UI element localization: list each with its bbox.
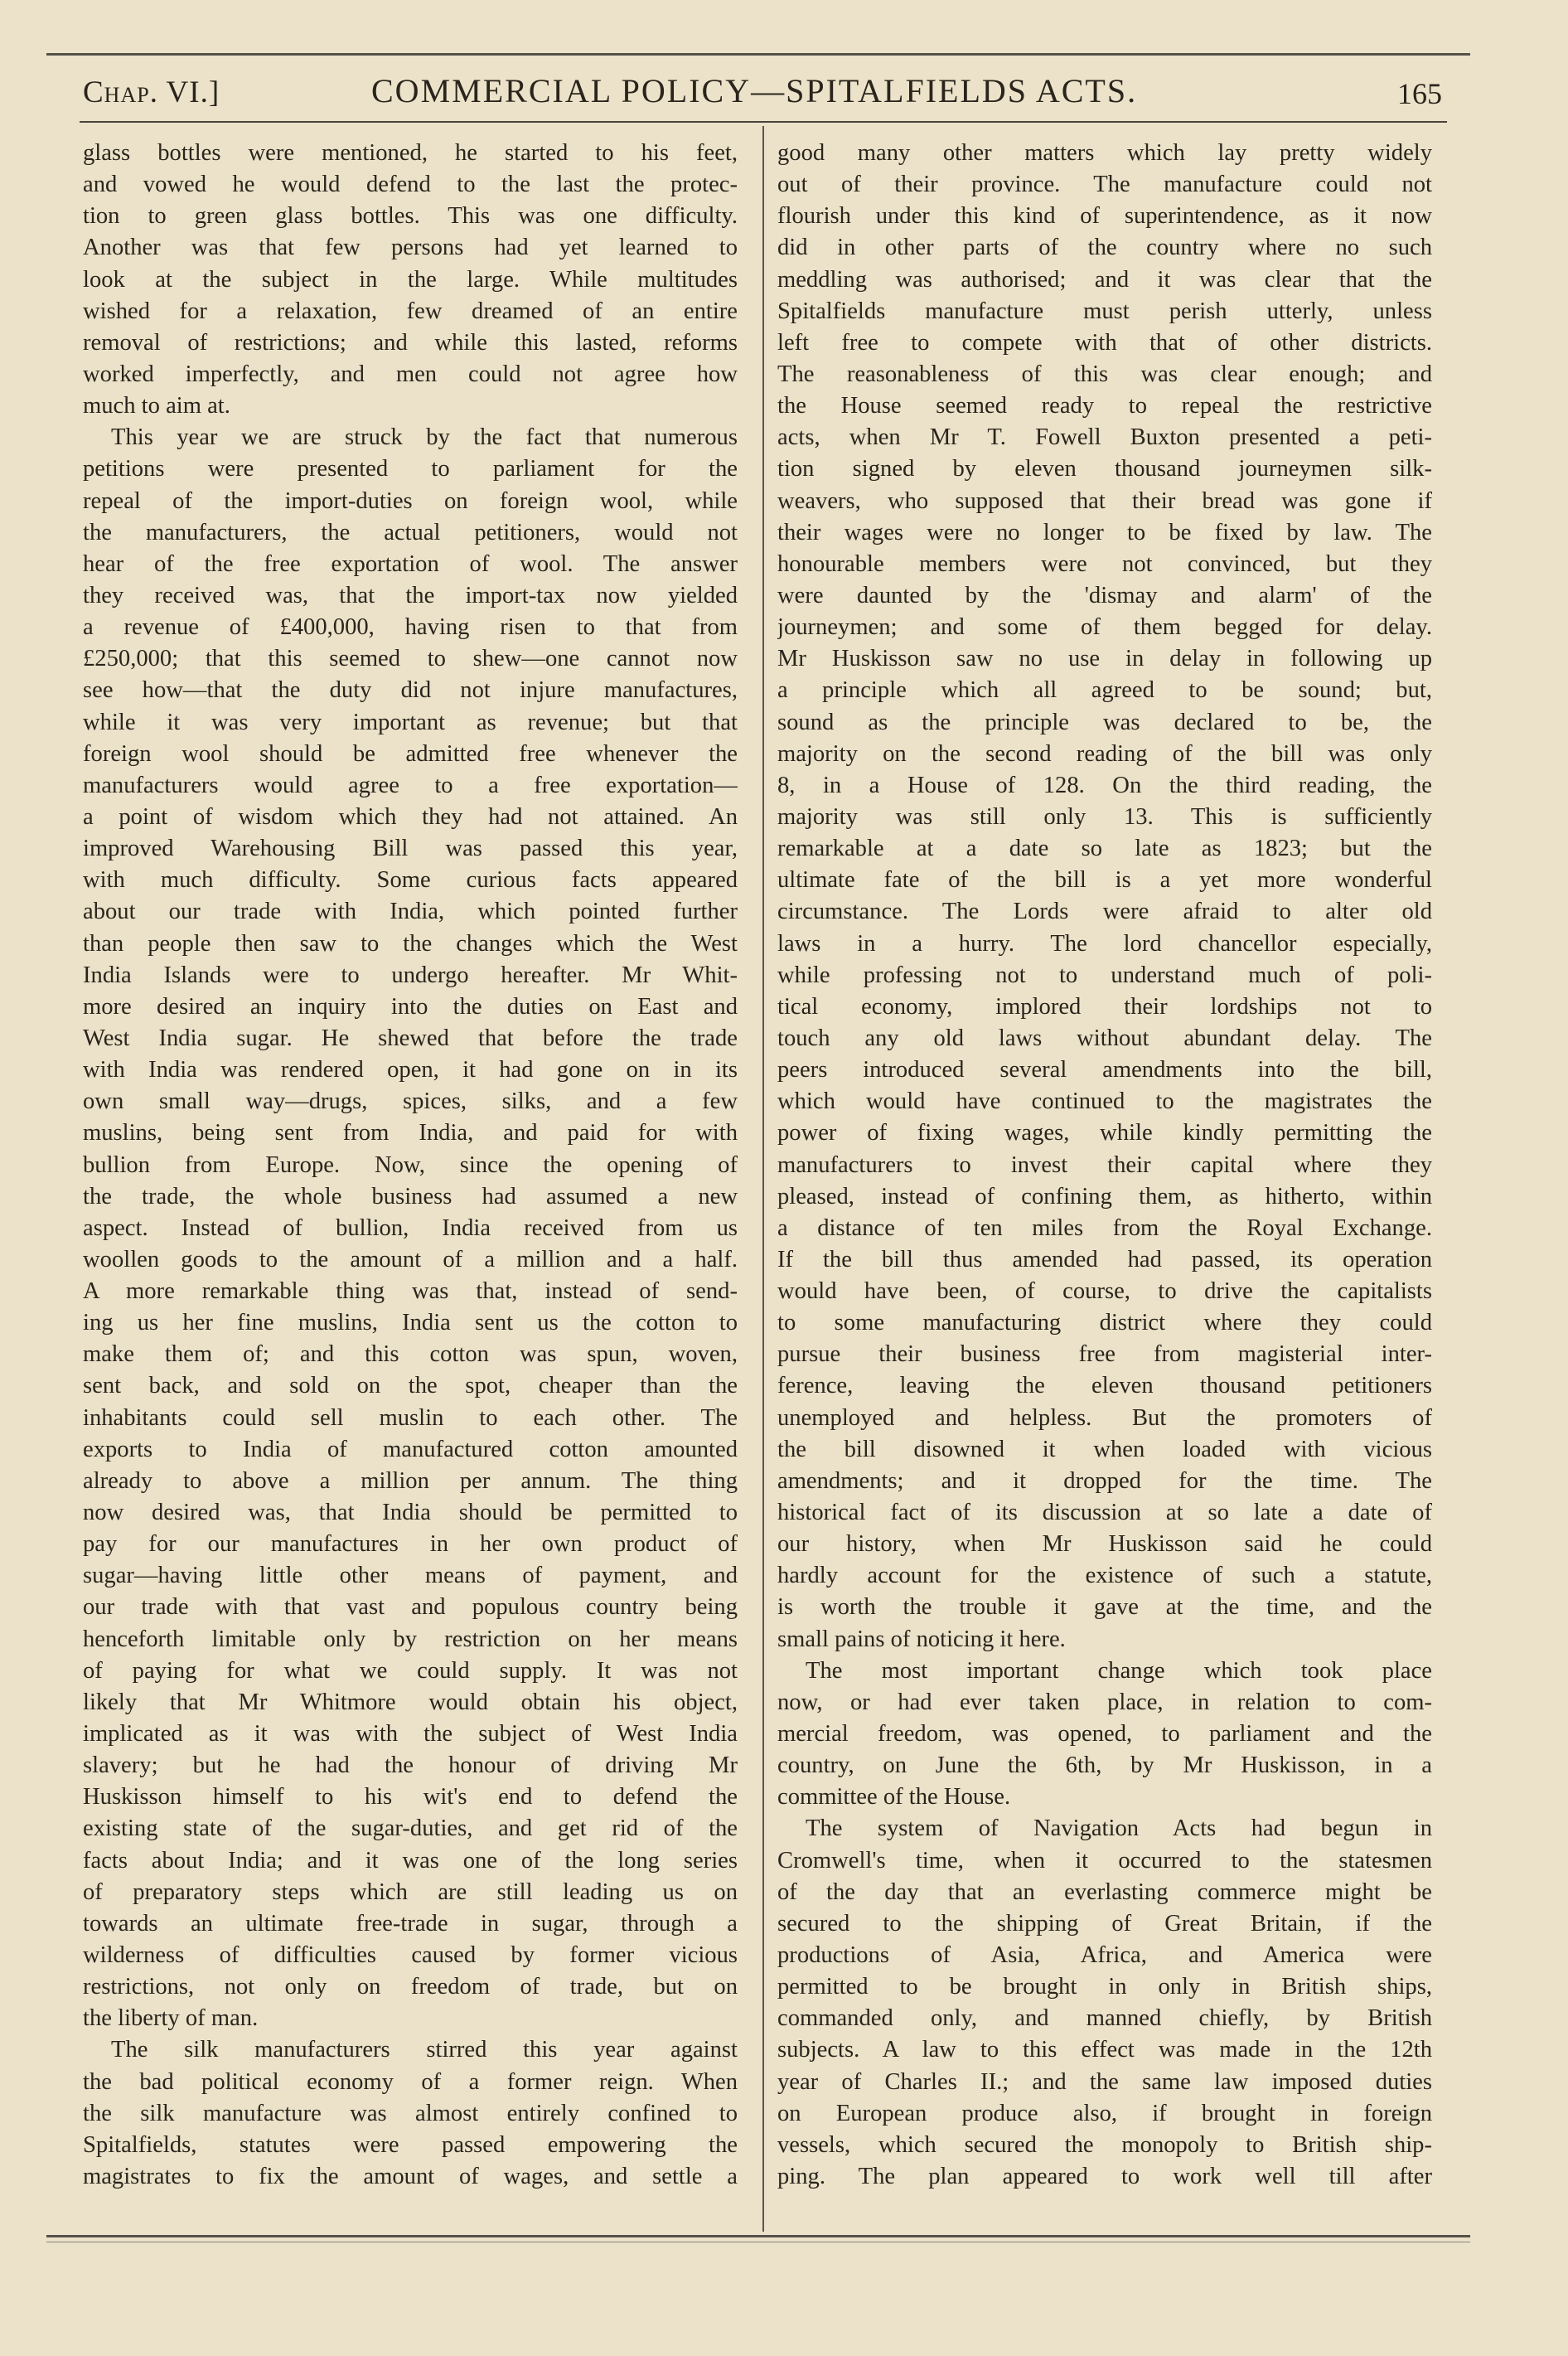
text-line: journeymen; and some of them begged for delay. [777, 614, 1432, 641]
text-line: improved Warehousing Bill was passed this year, [83, 836, 738, 862]
text-line: their wages were no longer to be fixed by law. The [777, 519, 1432, 545]
text-line: is worth the trouble it gave at the time, and the [777, 1594, 1432, 1621]
text-line: muslins, being sent from India, and paid for with [83, 1120, 738, 1146]
text-line: hardly account for the existence of such a statute, [777, 1563, 1432, 1589]
text-line: of preparatory steps which are still leading us on [83, 1878, 738, 1905]
top-rule [46, 53, 1470, 56]
text-line: more desired an inquiry into the duties on East and [83, 993, 738, 1020]
text-line: repeal of the import-duties on foreign wool, while [83, 487, 738, 514]
text-line: sound as the principle was declared to be, the [777, 709, 1432, 735]
text-line: which would have continued to the magistrates the [777, 1088, 1432, 1115]
text-line: a revenue of £400,000, having risen to that from [83, 614, 738, 641]
text-line: tion signed by eleven thousand journeymen silk- [777, 456, 1432, 482]
text-line: aspect. Instead of bullion, India received from us [83, 1214, 738, 1241]
text-line: If the bill thus amended had passed, its operation [777, 1246, 1432, 1273]
text-line: hear of the free exportation of wool. The answer [83, 550, 738, 577]
text-line: likely that Mr Whitmore would obtain his object, [83, 1689, 738, 1715]
text-line: the liberty of man. [83, 2005, 259, 2032]
text-line: historical fact of its discussion at so late a date of [777, 1500, 1432, 1526]
text-line: towards an ultimate free-trade in sugar, through a [83, 1910, 738, 1937]
text-line: unemployed and helpless. But the promoters of [777, 1404, 1432, 1431]
text-line: wished for a relaxation, few dreamed of an entire [83, 298, 738, 324]
text-line: West India sugar. He shewed that before the trade [83, 1025, 738, 1051]
text-line: now desired was, that India should be permitted to [83, 1500, 738, 1526]
text-line: Cromwell's time, when it occurred to the statesmen [777, 1847, 1432, 1874]
text-line: manufacturers would agree to a free exportation— [83, 772, 738, 798]
text-line: worked imperfectly, and men could not agree how [83, 361, 738, 387]
text-line: and vowed he would defend to the last the protec- [83, 172, 738, 198]
text-line: small pains of noticing it here. [777, 1626, 1066, 1652]
text-line: tion to green glass bottles. This was one difficulty. [83, 203, 738, 230]
text-line: the bad political economy of a former reign. When [83, 2068, 738, 2095]
text-line: secured to the shipping of Great Britain, if the [777, 1910, 1432, 1937]
text-line: ultimate fate of the bill is a yet more wonderful [777, 867, 1432, 894]
text-line: ping. The plan appeared to work well till after [777, 2164, 1432, 2189]
text-line: magistrates to fix the amount of wages, and settle a [83, 2164, 738, 2189]
text-line: own small way—drugs, spices, silks, and a few [83, 1088, 738, 1115]
text-line: implicated as it was with the subject of West India [83, 1721, 738, 1748]
text-line: weavers, who supposed that their bread was gone if [777, 487, 1432, 514]
text-line: our history, when Mr Huskisson said he could [777, 1531, 1432, 1558]
text-line: good many other matters which lay pretty widely [777, 140, 1432, 166]
text-line: ference, leaving the eleven thousand petitioners [777, 1373, 1432, 1399]
text-line: pay for our manufactures in her own product of [83, 1531, 738, 1558]
text-line: the bill disowned it when loaded with vicious [777, 1436, 1432, 1462]
text-line: left free to compete with that of other districts. [777, 329, 1432, 356]
text-line: exports to India of manufactured cotton amounted [83, 1436, 738, 1462]
text-line: productions of Asia, Africa, and America were [777, 1942, 1432, 1969]
text-line: The most important change which took place [806, 1657, 1432, 1684]
text-line: circumstance. The Lords were afraid to alter old [777, 899, 1432, 925]
text-line: did in other parts of the country where no such [777, 235, 1432, 261]
text-line: The system of Navigation Acts had begun in [806, 1815, 1432, 1842]
text-line: country, on June the 6th, by Mr Huskisson, in a [777, 1752, 1432, 1779]
text-line: acts, when Mr T. Fowell Buxton presented a peti- [777, 424, 1432, 451]
text-line: about our trade with India, which pointed further [83, 899, 738, 925]
text-line: laws in a hurry. The lord chancellor especially, [777, 930, 1432, 957]
text-line: woollen goods to the amount of a million and a half. [83, 1246, 738, 1273]
text-line: glass bottles were mentioned, he started to his feet, [83, 140, 738, 166]
text-line: power of fixing wages, while kindly permitting the [777, 1120, 1432, 1146]
text-line: inhabitants could sell muslin to each other. The [83, 1404, 738, 1431]
text-line: touch any old laws without abundant delay. The [777, 1025, 1432, 1051]
text-line: would have been, of course, to drive the capitalists [777, 1278, 1432, 1305]
text-line: look at the subject in the large. While multitudes [83, 266, 738, 293]
right-column [777, 138, 1432, 2193]
text-line: pursue their business free from magisterial inter- [777, 1341, 1432, 1368]
text-line: The silk manufacturers stirred this year against [111, 2037, 738, 2063]
text-line: Spitalfields, statutes were passed empowering the [83, 2131, 738, 2158]
text-line: facts about India; and it was one of the long series [83, 1847, 738, 1874]
text-line: a point of wisdom which they had not attained. An [83, 803, 738, 830]
text-line: majority on the second reading of the bill was only [777, 740, 1432, 767]
text-line: pleased, instead of confining them, as hitherto, within [777, 1183, 1432, 1210]
text-line: Huskisson himself to his wit's end to defend the [83, 1784, 738, 1811]
text-line: foreign wool should be admitted free whenever the [83, 740, 738, 767]
text-line: the manufacturers, the actual petitioners, would not [83, 519, 738, 545]
text-line: commanded only, and manned chiefly, by British [777, 2005, 1432, 2032]
column-divider [762, 126, 764, 2232]
text-line: a principle which all agreed to be sound; but, [777, 677, 1432, 704]
text-line: than people then saw to the changes which the West [83, 930, 738, 957]
text-line: existing state of the sugar-duties, and get rid of the [83, 1815, 738, 1842]
text-line: A more remarkable thing was that, instead of send- [83, 1278, 738, 1305]
text-line: the silk manufacture was almost entirely confined to [83, 2100, 738, 2126]
text-line: were daunted by the 'dismay and alarm' of the [777, 582, 1432, 608]
text-line: with much difficulty. Some curious facts appeared [83, 867, 738, 894]
chapter-label: Chap. VI.] [83, 75, 220, 109]
text-line: the House seemed ready to repeal the restrictive [777, 393, 1432, 419]
running-title: COMMERCIAL POLICY—SPITALFIELDS ACTS. [371, 72, 1138, 109]
text-line: sugar—having little other means of payment, and [83, 1563, 738, 1589]
text-line: wilderness of difficulties caused by former vicious [83, 1942, 738, 1969]
text-line: removal of restrictions; and while this lasted, reforms [83, 329, 738, 356]
text-line: sent back, and sold on the spot, cheaper than the [83, 1373, 738, 1399]
text-line: the trade, the whole business had assumed a new [83, 1183, 738, 1210]
text-line: majority was still only 13. This is sufficiently [777, 803, 1432, 830]
text-line: Mr Huskisson saw no use in delay in following up [777, 646, 1432, 672]
text-line: The reasonableness of this was clear enough; and [777, 361, 1432, 387]
text-line: to some manufacturing district where they could [777, 1310, 1432, 1336]
text-line: slavery; but he had the honour of driving Mr [83, 1752, 738, 1779]
text-line: committee of the House. [777, 1784, 1011, 1811]
text-line: subjects. A law to this effect was made in the 12th [777, 2037, 1432, 2063]
text-line: henceforth limitable only by restriction on her means [83, 1626, 738, 1652]
text-line: peers introduced several amendments into the bill, [777, 1057, 1432, 1083]
text-line: mercial freedom, was opened, to parliament and the [777, 1721, 1432, 1748]
bottom-rule [46, 2235, 1470, 2237]
text-line: 8, in a House of 128. On the third reading, the [777, 772, 1432, 798]
text-line: out of their province. The manufacture could not [777, 172, 1432, 198]
text-line: already to above a million per annum. The thing [83, 1467, 738, 1494]
text-line: amendments; and it dropped for the time. The [777, 1467, 1432, 1494]
text-line: permitted to be brought in only in British ships, [777, 1974, 1432, 2000]
text-line: ing us her fine muslins, India sent us the cotton to [83, 1310, 738, 1336]
text-line: year of Charles II.; and the same law imposed duties [777, 2068, 1432, 2095]
text-line: a distance of ten miles from the Royal Exchange. [777, 1214, 1432, 1241]
text-line: while it was very important as revenue; but that [83, 709, 738, 735]
text-line: of paying for what we could supply. It was not [83, 1657, 738, 1684]
text-line: on European produce also, if brought in foreign [777, 2100, 1432, 2126]
text-line: much to aim at. [83, 393, 230, 419]
text-line: with India was rendered open, it had gone on in its [83, 1057, 738, 1083]
text-line: see how—that the duty did not injure manufactures, [83, 677, 738, 704]
page-number: 165 [1397, 77, 1442, 110]
text-line: £250,000; that this seemed to shew—one cannot now [83, 646, 738, 672]
text-line: manufacturers to invest their capital where they [777, 1151, 1432, 1178]
text-line: India Islands were to undergo hereafter. Mr Whit- [83, 962, 738, 988]
text-line: of the day that an everlasting commerce might be [777, 1878, 1432, 1905]
text-line: bullion from Europe. Now, since the opening of [83, 1151, 738, 1178]
text-line: Spitalfields manufacture must perish utterly, unless [777, 298, 1432, 324]
text-line: flourish under this kind of superintendence, as it now [777, 203, 1432, 230]
text-line: they received was, that the import-tax now yielded [83, 582, 738, 608]
header-rule [80, 121, 1447, 123]
text-line: Another was that few persons had yet learned to [83, 235, 738, 261]
text-line: vessels, which secured the monopoly to British ship- [777, 2131, 1432, 2158]
left-column [83, 138, 738, 2193]
text-line: tical economy, implored their lordships not to [777, 993, 1432, 1020]
text-line: restrictions, not only on freedom of trade, but on [83, 1974, 738, 2000]
text-line: meddling was authorised; and it was clear that the [777, 266, 1432, 293]
text-line: our trade with that vast and populous country being [83, 1594, 738, 1621]
text-line: This year we are struck by the fact that numerous [111, 424, 738, 451]
text-line: while professing not to understand much of poli- [777, 962, 1432, 988]
text-line: honourable members were not convinced, but they [777, 550, 1432, 577]
text-line: remarkable at a date so late as 1823; but the [777, 836, 1432, 862]
text-line: make them of; and this cotton was spun, woven, [83, 1341, 738, 1368]
text-line: now, or had ever taken place, in relation to com- [777, 1689, 1432, 1715]
text-line: petitions were presented to parliament for the [83, 456, 738, 482]
